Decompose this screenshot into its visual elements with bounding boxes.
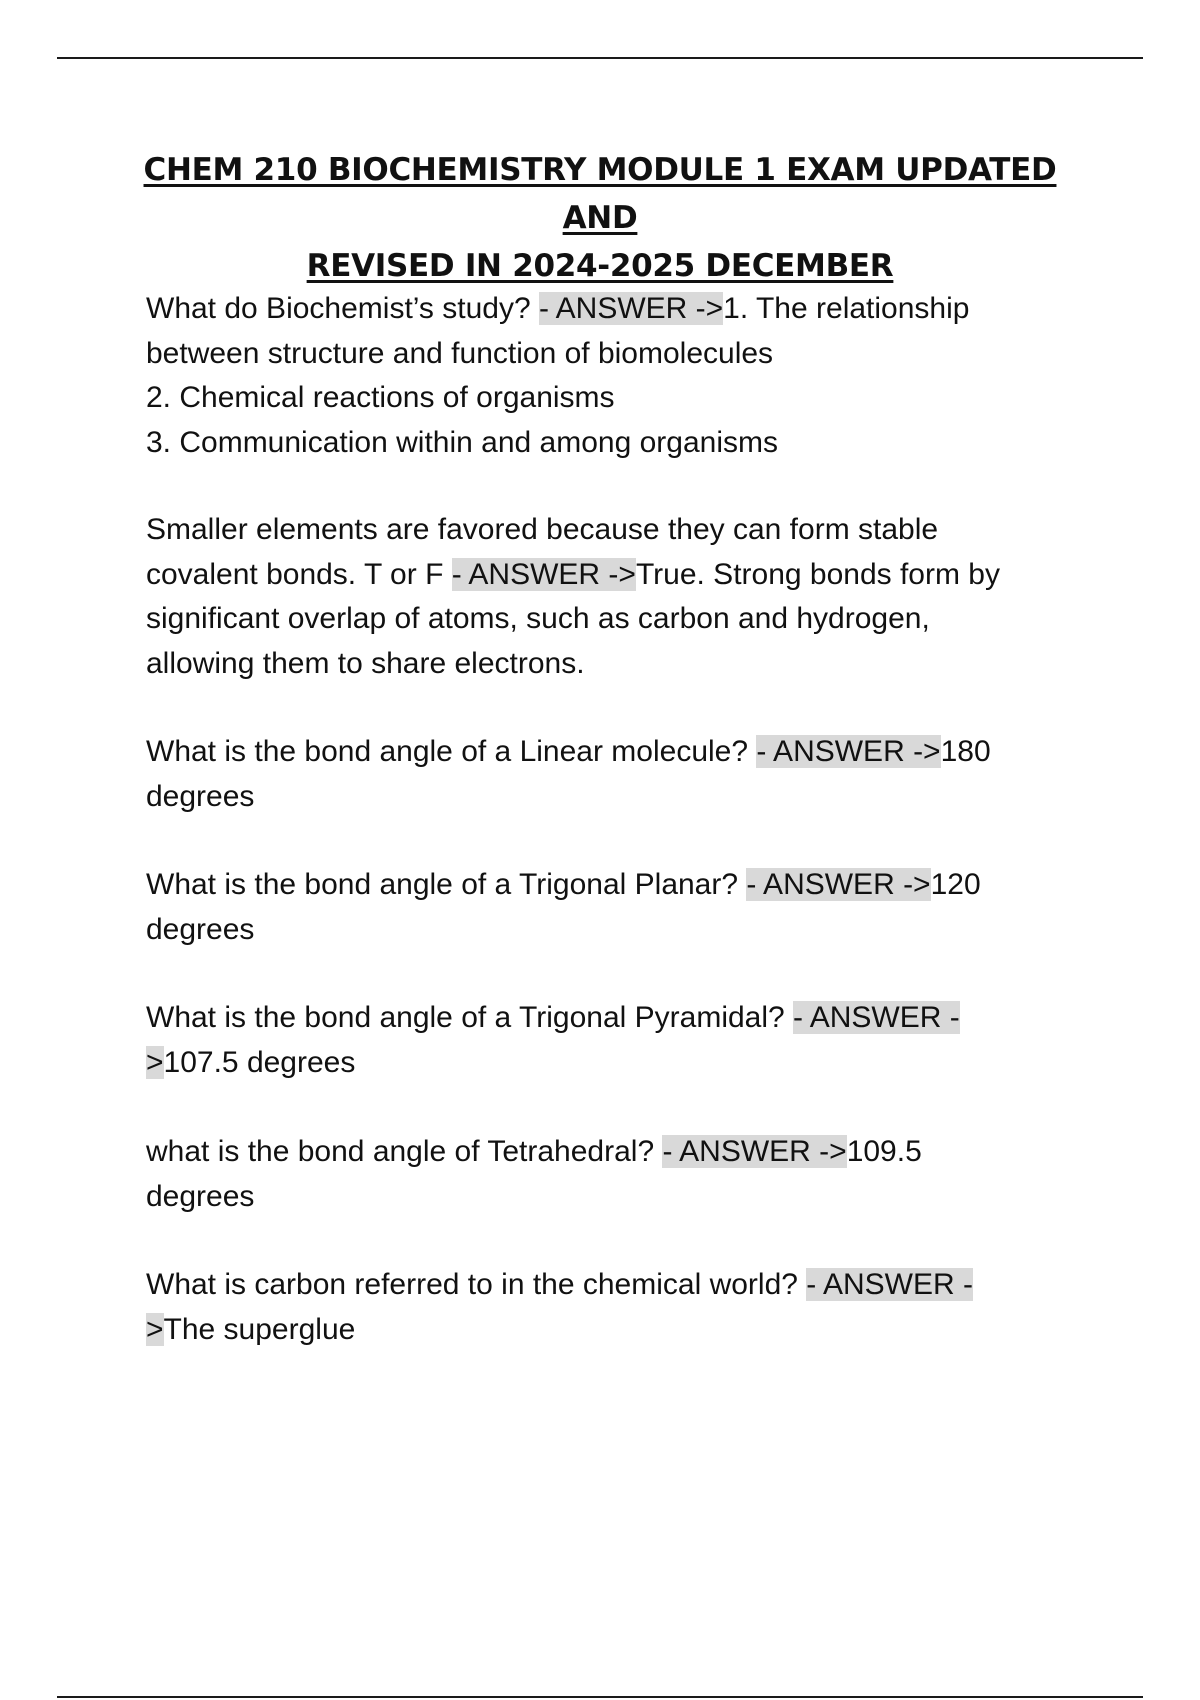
question-text: What do Biochemist’s study?: [146, 292, 539, 325]
answer-text: allowing them to share electrons.: [146, 646, 585, 680]
answer-text: 2. Chemical reactions of organisms: [146, 381, 615, 414]
answer-text: 3. Communication within and among organisms: [146, 425, 778, 459]
answer-text: 107.5 degrees: [163, 1045, 356, 1079]
answer-marker: - ANSWER ->: [538, 292, 724, 325]
question-text: Smaller elements are favored because they can form stable: [146, 513, 939, 546]
qa-item-trigonal-planar-angle: [146, 863, 1076, 952]
answer-text: degrees: [146, 912, 255, 946]
question-text: What is the bond angle of a Trigonal Planar?: [146, 868, 747, 901]
document-title: [120, 146, 1080, 290]
answer-text: 109.5: [846, 1135, 922, 1168]
question-text: What is the bond angle of a Linear molecule?: [146, 735, 757, 768]
qa-item-linear-angle: [146, 730, 1076, 819]
answer-marker: - ANSWER -: [806, 1268, 973, 1301]
question-text: covalent bonds. T or F: [146, 557, 452, 591]
answer-marker: >: [146, 1312, 164, 1346]
answer-text: 180: [940, 735, 991, 768]
qa-item-smaller-elements: [146, 508, 1076, 686]
qa-item-tetrahedral-angle: [146, 1130, 1076, 1219]
qa-item-biochemists-study: [146, 287, 1076, 465]
answer-marker: >: [146, 1045, 164, 1079]
answer-text: degrees: [146, 779, 255, 813]
answer-text: between structure and function of biomolecules: [146, 336, 774, 370]
answer-marker: - ANSWER ->: [746, 868, 931, 901]
title-line-2: REVISED IN 2024-2025 DECEMBER: [306, 248, 894, 284]
question-text: What is carbon referred to in the chemical world?: [146, 1268, 807, 1301]
qa-item-trigonal-pyramidal-angle: [146, 996, 1076, 1085]
title-line-1: CHEM 210 BIOCHEMISTRY MODULE 1 EXAM UPDATED AND: [143, 152, 1057, 236]
answer-marker: - ANSWER ->: [451, 557, 636, 591]
answer-text: 1. The relationship: [723, 292, 970, 325]
answer-text: True. Strong bonds form by: [635, 557, 1000, 591]
answer-marker: - ANSWER ->: [662, 1135, 847, 1168]
bottom-rule: [57, 1696, 1143, 1698]
qa-item-carbon-superglue: [146, 1263, 1076, 1352]
answer-text: The superglue: [163, 1312, 356, 1346]
top-rule: [57, 57, 1143, 59]
answer-text: 120: [930, 868, 981, 901]
question-text: what is the bond angle of Tetrahedral?: [146, 1135, 663, 1168]
answer-text: degrees: [146, 1179, 255, 1213]
answer-text: significant overlap of atoms, such as carbon and hydrogen,: [146, 602, 930, 635]
answer-marker: - ANSWER -: [793, 1001, 960, 1034]
question-text: What is the bond angle of a Trigonal Pyramidal?: [146, 1001, 794, 1034]
answer-marker: - ANSWER ->: [756, 735, 941, 768]
